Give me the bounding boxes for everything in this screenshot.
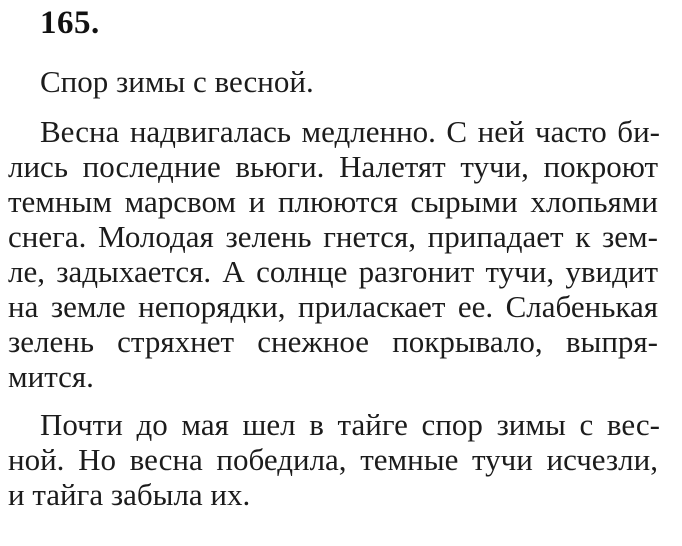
paragraph-1-line-5: ле, задыхается. А солнце разгонит тучи, увидит — [8, 254, 658, 289]
paragraph-2-line-2: ной. Но весна победила, темные тучи исчезли, — [8, 442, 658, 477]
paragraph-1-line-2: лись последние вьюги. Налетят тучи, покроют — [8, 149, 658, 184]
exercise-number: 165. — [40, 5, 100, 41]
paragraph-1-line-1: Весна надвигалась медленно. С ней часто би- — [40, 114, 660, 149]
paragraph-1-line-4: снега. Молодая зелень гнется, припадает к зем- — [8, 219, 658, 254]
paragraph-1-line-3: темным марсвом и плюются сырыми хлопьями — [8, 184, 658, 219]
exercise-title: Спор зимы с весной. — [40, 64, 314, 99]
paragraph-1-line-7: зелень стряхнет снежное покрывало, выпря- — [8, 324, 658, 359]
paragraph-2-line-3: и тайга забыла их. — [8, 477, 251, 512]
paragraph-2-line-1: Почти до мая шел в тайге спор зимы с вес- — [40, 407, 660, 442]
paragraph-1-line-8: мится. — [8, 359, 94, 394]
paragraph-1-line-6: на земле непорядки, приласкает ее. Слабенькая — [8, 289, 658, 324]
